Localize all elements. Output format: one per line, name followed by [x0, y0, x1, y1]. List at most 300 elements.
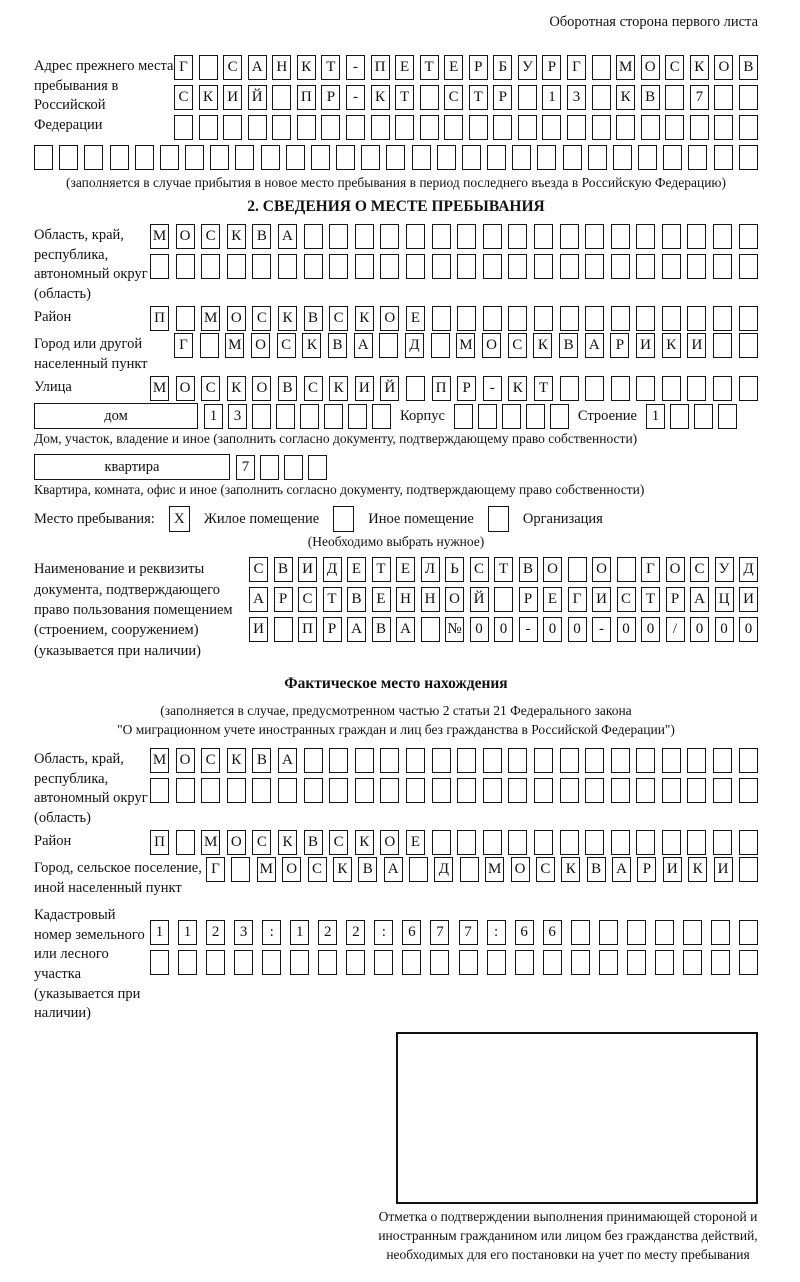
- char-cell[interactable]: В: [252, 224, 271, 249]
- char-cell[interactable]: [534, 306, 553, 331]
- char-cell[interactable]: И: [739, 587, 758, 612]
- char-cell[interactable]: [739, 145, 758, 170]
- char-cell[interactable]: О: [511, 857, 530, 882]
- char-cell[interactable]: [457, 224, 476, 249]
- char-cell[interactable]: [713, 778, 732, 803]
- char-cell[interactable]: [683, 950, 702, 975]
- char-cell[interactable]: Д: [405, 333, 424, 358]
- char-cell[interactable]: Е: [444, 55, 463, 80]
- char-cell[interactable]: Р: [637, 857, 656, 882]
- char-cell[interactable]: Р: [323, 617, 342, 642]
- char-cell[interactable]: [329, 224, 348, 249]
- char-cell[interactable]: Ц: [715, 587, 734, 612]
- char-cell[interactable]: [432, 748, 451, 773]
- char-cell[interactable]: [478, 404, 497, 429]
- char-cell[interactable]: С: [252, 830, 271, 855]
- char-cell[interactable]: [713, 254, 732, 279]
- char-cell[interactable]: [278, 254, 297, 279]
- char-cell[interactable]: А: [585, 333, 604, 358]
- char-cell[interactable]: :: [487, 920, 506, 945]
- char-cell[interactable]: [655, 920, 674, 945]
- char-cell[interactable]: И: [636, 333, 655, 358]
- char-cell[interactable]: О: [227, 306, 246, 331]
- char-cell[interactable]: [406, 376, 425, 401]
- char-cell[interactable]: Д: [434, 857, 453, 882]
- char-cell[interactable]: [611, 376, 630, 401]
- char-cell[interactable]: :: [374, 920, 393, 945]
- char-cell[interactable]: С: [304, 376, 323, 401]
- char-cell[interactable]: О: [252, 376, 271, 401]
- char-cell[interactable]: [483, 306, 502, 331]
- char-cell[interactable]: М: [456, 333, 475, 358]
- char-cell[interactable]: [402, 950, 421, 975]
- char-cell[interactable]: [457, 306, 476, 331]
- char-cell[interactable]: [176, 778, 195, 803]
- char-cell[interactable]: О: [176, 748, 195, 773]
- char-cell[interactable]: [687, 748, 706, 773]
- char-cell[interactable]: М: [225, 333, 244, 358]
- char-cell[interactable]: [508, 748, 527, 773]
- char-cell[interactable]: О: [714, 55, 733, 80]
- char-cell[interactable]: [636, 748, 655, 773]
- char-cell[interactable]: [611, 778, 630, 803]
- char-cell[interactable]: [355, 224, 374, 249]
- char-cell[interactable]: И: [663, 857, 682, 882]
- char-cell[interactable]: [380, 224, 399, 249]
- char-cell[interactable]: [739, 85, 758, 110]
- char-cell[interactable]: 6: [543, 920, 562, 945]
- char-cell[interactable]: Р: [274, 587, 293, 612]
- char-cell[interactable]: 3: [567, 85, 586, 110]
- char-cell[interactable]: 6: [515, 920, 534, 945]
- char-cell[interactable]: [542, 115, 561, 140]
- char-cell[interactable]: [585, 778, 604, 803]
- char-cell[interactable]: Г: [567, 55, 586, 80]
- char-cell[interactable]: [585, 830, 604, 855]
- char-cell[interactable]: В: [278, 376, 297, 401]
- char-cell[interactable]: [518, 115, 537, 140]
- char-cell[interactable]: А: [278, 224, 297, 249]
- char-cell[interactable]: [662, 830, 681, 855]
- char-cell[interactable]: [739, 778, 758, 803]
- char-cell[interactable]: К: [355, 306, 374, 331]
- char-cell[interactable]: 7: [430, 920, 449, 945]
- char-cell[interactable]: [420, 85, 439, 110]
- char-cell[interactable]: [636, 830, 655, 855]
- char-cell[interactable]: Т: [469, 85, 488, 110]
- char-cell[interactable]: 1: [150, 920, 169, 945]
- char-cell[interactable]: [636, 306, 655, 331]
- char-cell[interactable]: О: [227, 830, 246, 855]
- char-cell[interactable]: М: [150, 224, 169, 249]
- char-cell[interactable]: [276, 404, 295, 429]
- char-cell[interactable]: [284, 455, 303, 480]
- char-cell[interactable]: Г: [174, 55, 193, 80]
- char-cell[interactable]: [739, 950, 758, 975]
- char-cell[interactable]: [665, 85, 684, 110]
- char-cell[interactable]: [711, 950, 730, 975]
- char-cell[interactable]: [662, 306, 681, 331]
- char-cell[interactable]: [248, 115, 267, 140]
- char-cell[interactable]: К: [227, 224, 246, 249]
- char-cell[interactable]: [135, 145, 154, 170]
- char-cell[interactable]: [304, 254, 323, 279]
- char-cell[interactable]: [718, 404, 737, 429]
- char-cell[interactable]: 0: [641, 617, 660, 642]
- char-cell[interactable]: [534, 748, 553, 773]
- char-cell[interactable]: [616, 115, 635, 140]
- char-cell[interactable]: [235, 145, 254, 170]
- char-cell[interactable]: Р: [321, 85, 340, 110]
- char-cell[interactable]: [260, 455, 279, 480]
- char-cell[interactable]: 2: [346, 920, 365, 945]
- char-cell[interactable]: [585, 376, 604, 401]
- char-cell[interactable]: [346, 115, 365, 140]
- char-cell[interactable]: И: [592, 587, 611, 612]
- char-cell[interactable]: С: [470, 557, 489, 582]
- char-cell[interactable]: В: [358, 857, 377, 882]
- char-cell[interactable]: В: [519, 557, 538, 582]
- char-cell[interactable]: 2: [318, 920, 337, 945]
- char-cell[interactable]: В: [372, 617, 391, 642]
- char-cell[interactable]: Р: [610, 333, 629, 358]
- char-cell[interactable]: [304, 224, 323, 249]
- char-cell[interactable]: [361, 145, 380, 170]
- char-cell[interactable]: [199, 55, 218, 80]
- char-cell[interactable]: [457, 748, 476, 773]
- char-cell[interactable]: [508, 254, 527, 279]
- char-cell[interactable]: У: [518, 55, 537, 80]
- char-cell[interactable]: [432, 830, 451, 855]
- char-cell[interactable]: [420, 115, 439, 140]
- char-cell[interactable]: 0: [568, 617, 587, 642]
- char-cell[interactable]: [713, 224, 732, 249]
- char-cell[interactable]: Е: [543, 587, 562, 612]
- char-cell[interactable]: Р: [469, 55, 488, 80]
- char-cell[interactable]: [234, 950, 253, 975]
- char-cell[interactable]: Й: [248, 85, 267, 110]
- char-cell[interactable]: 0: [690, 617, 709, 642]
- char-cell[interactable]: П: [432, 376, 451, 401]
- char-cell[interactable]: [508, 830, 527, 855]
- char-cell[interactable]: [550, 404, 569, 429]
- char-cell[interactable]: [665, 115, 684, 140]
- char-cell[interactable]: 1: [178, 920, 197, 945]
- char-cell[interactable]: [380, 254, 399, 279]
- char-cell[interactable]: [534, 224, 553, 249]
- char-cell[interactable]: [515, 950, 534, 975]
- char-cell[interactable]: [688, 145, 707, 170]
- char-cell[interactable]: [223, 115, 242, 140]
- char-cell[interactable]: Н: [421, 587, 440, 612]
- char-cell[interactable]: [599, 920, 618, 945]
- char-cell[interactable]: [627, 950, 646, 975]
- char-cell[interactable]: 1: [646, 404, 665, 429]
- char-cell[interactable]: [662, 254, 681, 279]
- char-cell[interactable]: -: [346, 55, 365, 80]
- char-cell[interactable]: [409, 857, 428, 882]
- char-cell[interactable]: [454, 404, 473, 429]
- char-cell[interactable]: Г: [206, 857, 225, 882]
- char-cell[interactable]: [560, 778, 579, 803]
- char-cell[interactable]: 7: [236, 455, 255, 480]
- char-cell[interactable]: К: [508, 376, 527, 401]
- char-cell[interactable]: Т: [321, 55, 340, 80]
- char-cell[interactable]: [274, 617, 293, 642]
- char-cell[interactable]: Т: [323, 587, 342, 612]
- char-cell[interactable]: О: [380, 830, 399, 855]
- char-cell[interactable]: [739, 748, 758, 773]
- char-cell[interactable]: [683, 920, 702, 945]
- char-cell[interactable]: О: [666, 557, 685, 582]
- char-cell[interactable]: [311, 145, 330, 170]
- char-cell[interactable]: [714, 85, 733, 110]
- char-cell[interactable]: [406, 748, 425, 773]
- char-cell[interactable]: [663, 145, 682, 170]
- char-cell[interactable]: Е: [406, 306, 425, 331]
- char-cell[interactable]: И: [714, 857, 733, 882]
- char-cell[interactable]: П: [298, 617, 317, 642]
- char-cell[interactable]: П: [371, 55, 390, 80]
- char-cell[interactable]: [406, 778, 425, 803]
- char-cell[interactable]: В: [587, 857, 606, 882]
- char-cell[interactable]: 3: [228, 404, 247, 429]
- char-cell[interactable]: [560, 224, 579, 249]
- char-cell[interactable]: Г: [641, 557, 660, 582]
- char-cell[interactable]: [585, 224, 604, 249]
- char-cell[interactable]: [592, 115, 611, 140]
- char-cell[interactable]: [714, 145, 733, 170]
- char-cell[interactable]: [150, 778, 169, 803]
- char-cell[interactable]: [543, 950, 562, 975]
- char-cell[interactable]: [636, 224, 655, 249]
- char-cell[interactable]: К: [688, 857, 707, 882]
- char-cell[interactable]: /: [666, 617, 685, 642]
- char-cell[interactable]: С: [249, 557, 268, 582]
- char-cell[interactable]: [110, 145, 129, 170]
- char-cell[interactable]: [395, 115, 414, 140]
- char-cell[interactable]: 1: [542, 85, 561, 110]
- char-cell[interactable]: К: [278, 830, 297, 855]
- char-cell[interactable]: [534, 254, 553, 279]
- char-cell[interactable]: [324, 404, 343, 429]
- char-cell[interactable]: [585, 306, 604, 331]
- char-cell[interactable]: [437, 145, 456, 170]
- char-cell[interactable]: [176, 254, 195, 279]
- char-cell[interactable]: [560, 748, 579, 773]
- char-cell[interactable]: О: [482, 333, 501, 358]
- char-cell[interactable]: К: [297, 55, 316, 80]
- char-cell[interactable]: [355, 748, 374, 773]
- char-cell[interactable]: Т: [420, 55, 439, 80]
- char-cell[interactable]: В: [304, 306, 323, 331]
- char-cell[interactable]: [713, 306, 732, 331]
- char-cell[interactable]: [739, 224, 758, 249]
- char-cell[interactable]: С: [174, 85, 193, 110]
- char-cell[interactable]: [355, 254, 374, 279]
- char-cell[interactable]: 0: [715, 617, 734, 642]
- char-cell[interactable]: О: [380, 306, 399, 331]
- char-cell[interactable]: [432, 306, 451, 331]
- char-cell[interactable]: [286, 145, 305, 170]
- char-cell[interactable]: [611, 254, 630, 279]
- char-cell[interactable]: М: [485, 857, 504, 882]
- char-cell[interactable]: А: [612, 857, 631, 882]
- char-cell[interactable]: С: [690, 557, 709, 582]
- char-cell[interactable]: [469, 115, 488, 140]
- char-cell[interactable]: [178, 950, 197, 975]
- char-cell[interactable]: А: [396, 617, 415, 642]
- char-cell[interactable]: [512, 145, 531, 170]
- char-cell[interactable]: [636, 376, 655, 401]
- char-cell[interactable]: 3: [234, 920, 253, 945]
- char-cell[interactable]: [690, 115, 709, 140]
- char-cell[interactable]: Д: [323, 557, 342, 582]
- char-cell[interactable]: [687, 830, 706, 855]
- char-cell[interactable]: [611, 748, 630, 773]
- char-cell[interactable]: [430, 950, 449, 975]
- char-cell[interactable]: [176, 306, 195, 331]
- char-cell[interactable]: [380, 748, 399, 773]
- char-cell[interactable]: В: [328, 333, 347, 358]
- char-cell[interactable]: О: [592, 557, 611, 582]
- char-cell[interactable]: [585, 748, 604, 773]
- char-cell[interactable]: [739, 115, 758, 140]
- char-cell[interactable]: Ь: [445, 557, 464, 582]
- char-cell[interactable]: [318, 950, 337, 975]
- char-cell[interactable]: [459, 950, 478, 975]
- char-cell[interactable]: Т: [534, 376, 553, 401]
- char-cell[interactable]: [174, 115, 193, 140]
- char-cell[interactable]: -: [346, 85, 365, 110]
- char-cell[interactable]: Е: [406, 830, 425, 855]
- char-cell[interactable]: [304, 778, 323, 803]
- char-cell[interactable]: Г: [174, 333, 193, 358]
- char-cell[interactable]: [711, 920, 730, 945]
- char-cell[interactable]: [571, 920, 590, 945]
- char-cell[interactable]: [526, 404, 545, 429]
- char-cell[interactable]: С: [201, 748, 220, 773]
- char-cell[interactable]: [534, 830, 553, 855]
- char-cell[interactable]: -: [592, 617, 611, 642]
- char-cell[interactable]: [611, 306, 630, 331]
- char-cell[interactable]: [278, 778, 297, 803]
- char-cell[interactable]: [487, 950, 506, 975]
- char-cell[interactable]: [739, 254, 758, 279]
- char-cell[interactable]: [252, 778, 271, 803]
- char-cell[interactable]: [713, 830, 732, 855]
- char-cell[interactable]: В: [252, 748, 271, 773]
- char-cell[interactable]: Й: [470, 587, 489, 612]
- char-cell[interactable]: С: [444, 85, 463, 110]
- char-cell[interactable]: [272, 85, 291, 110]
- char-cell[interactable]: [432, 224, 451, 249]
- char-cell[interactable]: [262, 950, 281, 975]
- char-cell[interactable]: №: [445, 617, 464, 642]
- char-cell[interactable]: Р: [542, 55, 561, 80]
- char-cell[interactable]: И: [298, 557, 317, 582]
- char-cell[interactable]: [290, 950, 309, 975]
- char-cell[interactable]: М: [257, 857, 276, 882]
- char-cell[interactable]: [739, 333, 758, 358]
- char-cell[interactable]: [592, 55, 611, 80]
- char-cell[interactable]: [493, 115, 512, 140]
- char-cell[interactable]: [714, 115, 733, 140]
- char-cell[interactable]: [348, 404, 367, 429]
- char-cell[interactable]: [261, 145, 280, 170]
- char-cell[interactable]: [379, 333, 398, 358]
- char-cell[interactable]: [655, 950, 674, 975]
- char-cell[interactable]: В: [304, 830, 323, 855]
- char-cell[interactable]: С: [536, 857, 555, 882]
- char-cell[interactable]: [201, 254, 220, 279]
- char-cell[interactable]: [641, 115, 660, 140]
- char-cell[interactable]: [462, 145, 481, 170]
- char-cell[interactable]: 2: [206, 920, 225, 945]
- char-cell[interactable]: [176, 830, 195, 855]
- char-cell[interactable]: Р: [457, 376, 476, 401]
- char-cell[interactable]: [329, 778, 348, 803]
- char-cell[interactable]: [201, 778, 220, 803]
- char-cell[interactable]: [534, 778, 553, 803]
- char-cell[interactable]: М: [616, 55, 635, 80]
- char-cell[interactable]: [508, 306, 527, 331]
- char-cell[interactable]: [432, 778, 451, 803]
- char-cell[interactable]: [502, 404, 521, 429]
- char-cell[interactable]: Д: [739, 557, 758, 582]
- char-cell[interactable]: [483, 748, 502, 773]
- char-cell[interactable]: [560, 306, 579, 331]
- char-cell[interactable]: [670, 404, 689, 429]
- char-cell[interactable]: -: [519, 617, 538, 642]
- char-cell[interactable]: О: [251, 333, 270, 358]
- char-cell[interactable]: 6: [402, 920, 421, 945]
- char-cell[interactable]: [588, 145, 607, 170]
- char-cell[interactable]: [483, 254, 502, 279]
- char-cell[interactable]: П: [297, 85, 316, 110]
- char-cell[interactable]: А: [248, 55, 267, 80]
- char-cell[interactable]: [160, 145, 179, 170]
- char-cell[interactable]: [460, 857, 479, 882]
- char-cell[interactable]: С: [665, 55, 684, 80]
- char-cell[interactable]: И: [687, 333, 706, 358]
- char-cell[interactable]: [227, 254, 246, 279]
- char-cell[interactable]: [321, 115, 340, 140]
- char-cell[interactable]: И: [355, 376, 374, 401]
- char-cell[interactable]: 0: [739, 617, 758, 642]
- char-cell[interactable]: Т: [641, 587, 660, 612]
- char-cell[interactable]: Б: [493, 55, 512, 80]
- checkbox-organizaciya[interactable]: [488, 506, 509, 532]
- char-cell[interactable]: [537, 145, 556, 170]
- char-cell[interactable]: К: [662, 333, 681, 358]
- char-cell[interactable]: [227, 778, 246, 803]
- char-cell[interactable]: К: [333, 857, 352, 882]
- char-cell[interactable]: К: [616, 85, 635, 110]
- char-cell[interactable]: [687, 306, 706, 331]
- char-cell[interactable]: А: [690, 587, 709, 612]
- char-cell[interactable]: О: [282, 857, 301, 882]
- char-cell[interactable]: К: [199, 85, 218, 110]
- char-cell[interactable]: [421, 617, 440, 642]
- char-cell[interactable]: В: [559, 333, 578, 358]
- char-cell[interactable]: [599, 950, 618, 975]
- char-cell[interactable]: Р: [493, 85, 512, 110]
- char-cell[interactable]: Е: [396, 557, 415, 582]
- char-cell[interactable]: [560, 254, 579, 279]
- char-cell[interactable]: [444, 115, 463, 140]
- char-cell[interactable]: [150, 950, 169, 975]
